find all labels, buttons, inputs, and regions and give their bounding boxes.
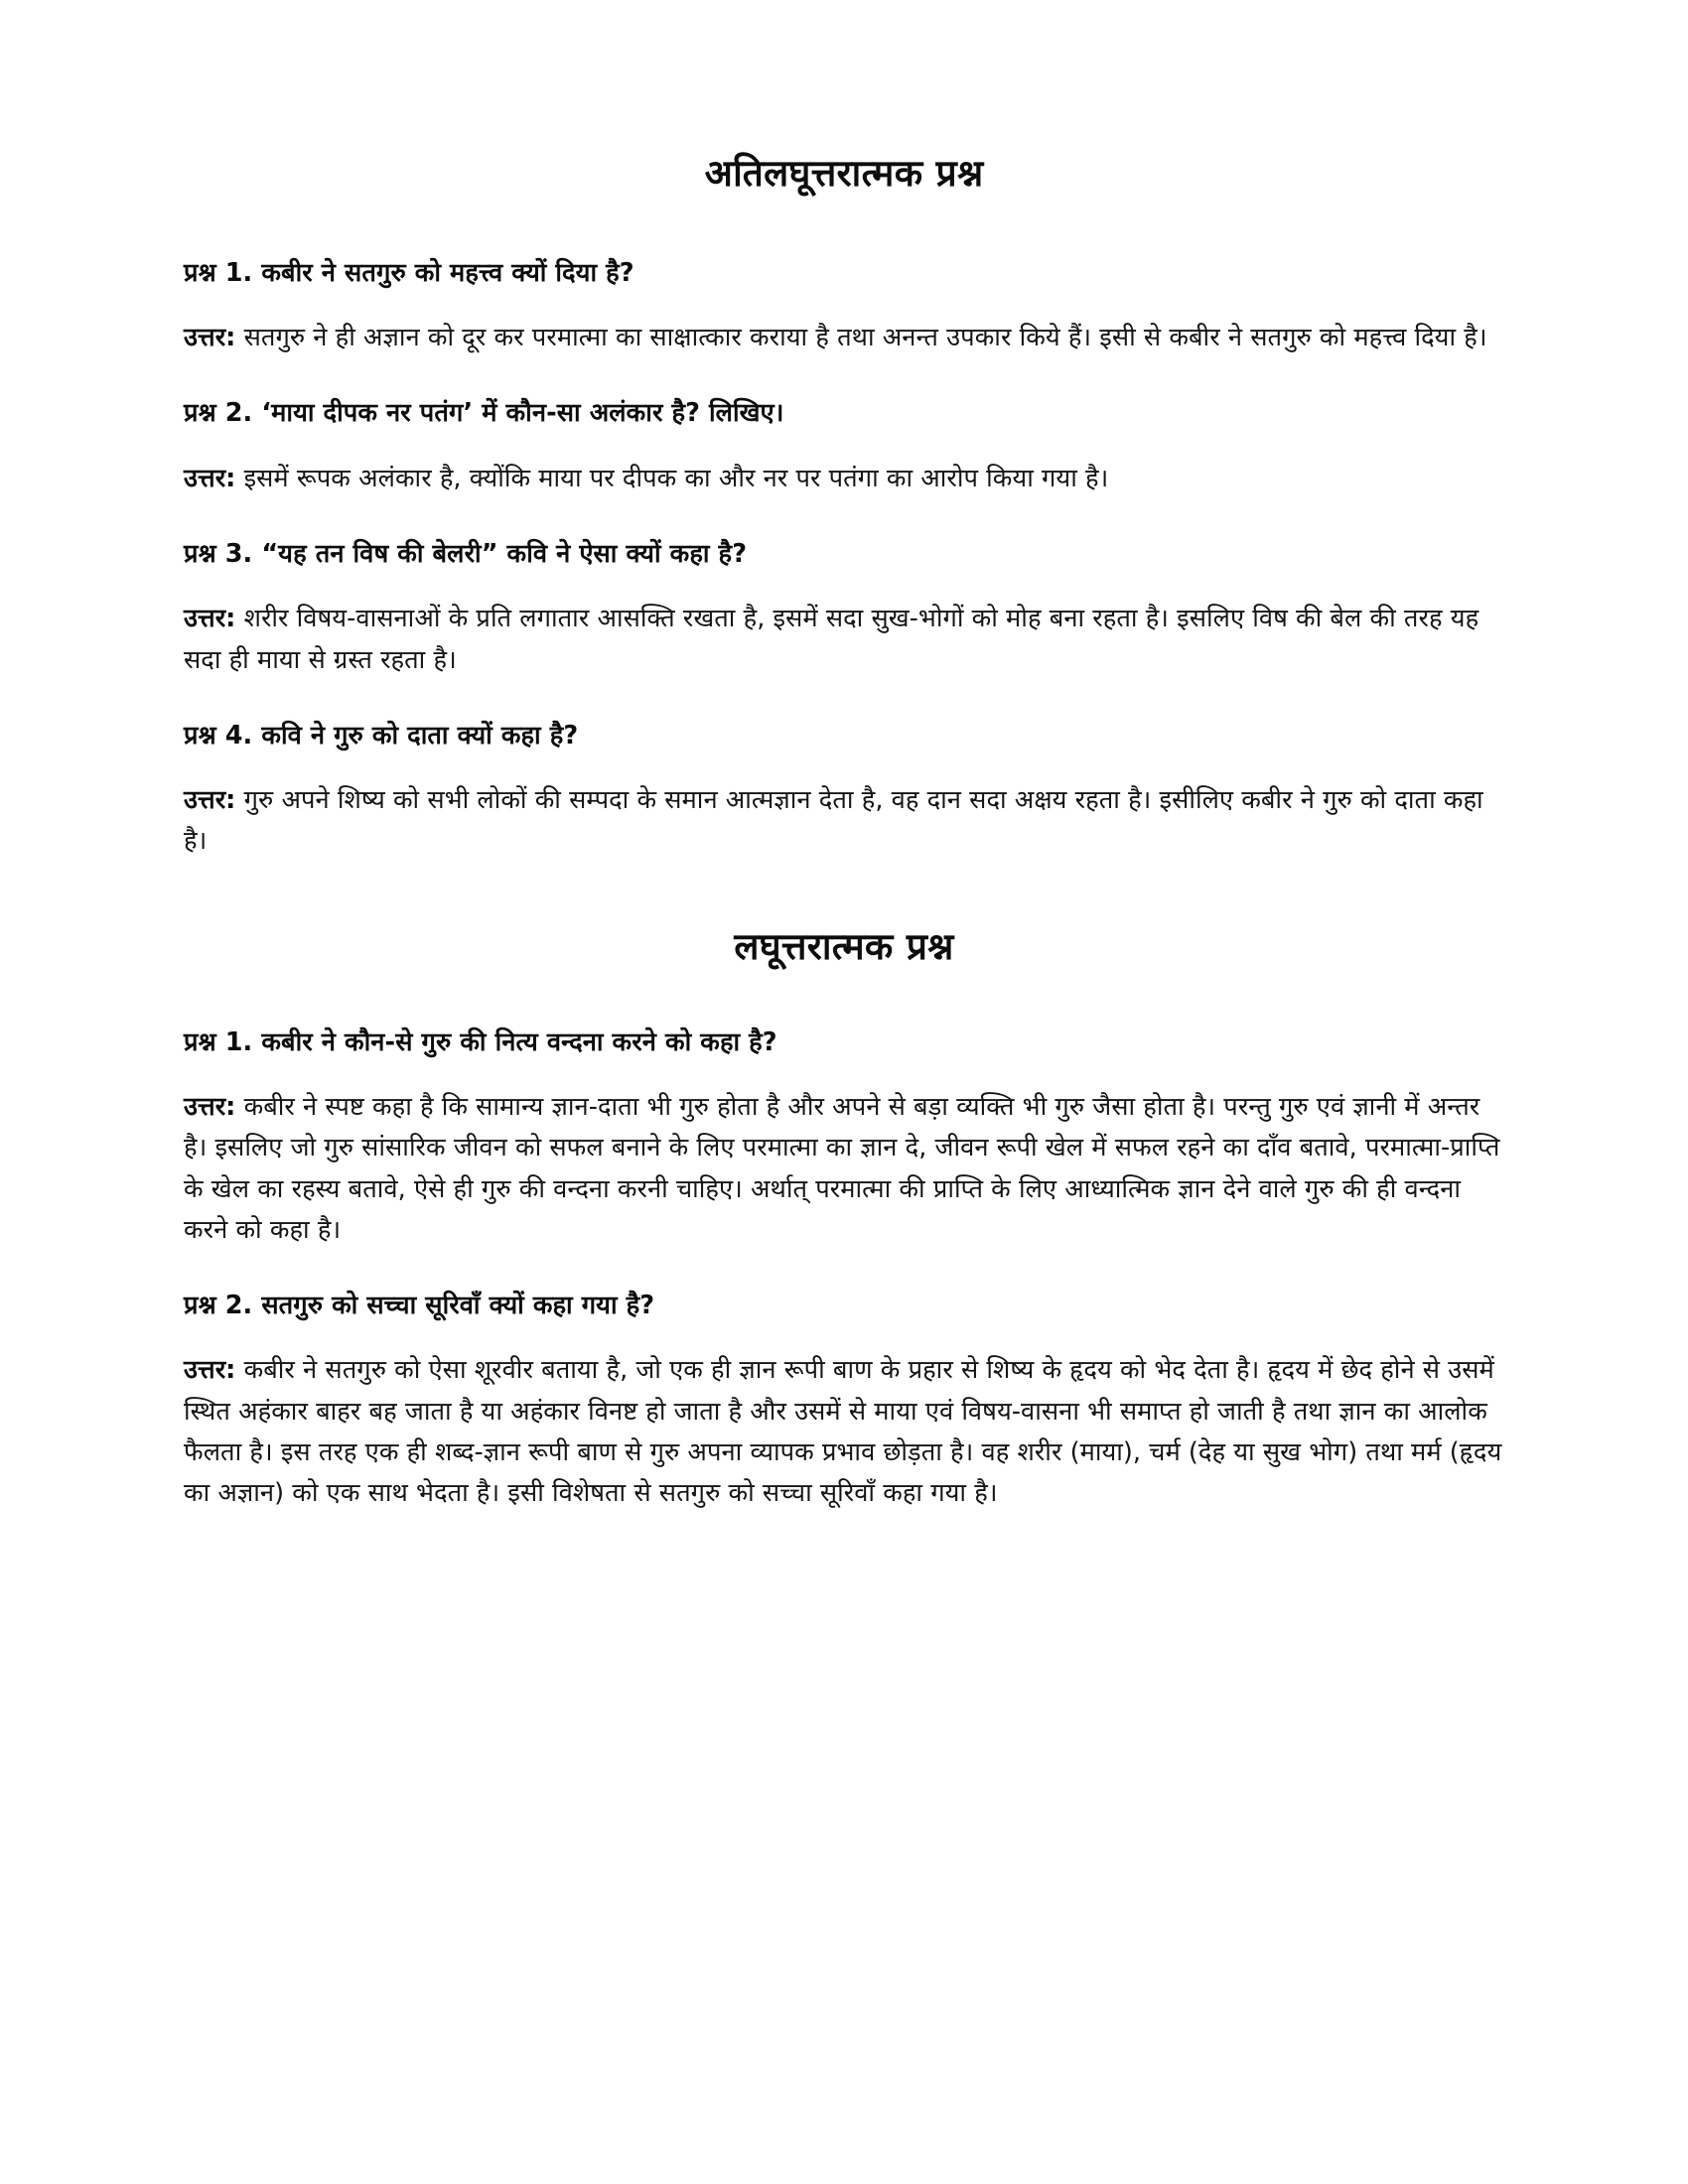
qa-block [184,1024,1504,1251]
answer-text [184,459,1504,499]
answer-label: उत्तर: [184,785,236,816]
answer-text [184,780,1504,863]
answer-label: उत्तर: [184,323,236,353]
answer-label: उत्तर: [184,1091,236,1122]
answer-text [184,1350,1504,1514]
question-text: प्रश्न 1. कबीर ने कौन-से गुरु की नित्य वन्दना करने को कहा है? [184,1026,777,1057]
answer-body: गुरु अपने शिष्य को सभी लोकों की सम्पदा के समान आत्मज्ञान देता है, वह दान सदा अक्षय रहता है। इसीलिए कबीर ने गुरु को दाता कहा है। [184,785,1483,857]
answer-text [184,318,1504,358]
answer-body: कबीर ने स्पष्ट कहा है कि सामान्य ज्ञान-दाता भी गुरु होता है और अपने से बड़ा व्यक्ति भी गुरु जैसा होता है। परन्तु गुरु एवं ज्ञानी में अन्तर है। इसलिए जो गुरु सांसारिक जीवन को सफल बनाने के लिए परमात्मा का ज्ञान दे, जीवन रूपी खेल में सफल रहने का दाँव बतावे, परमात्मा-प्राप्ति के खेल का रहस्य बतावे, ऐसे ही गुरु की वन्दना करनी चाहिए। अर्थात् परमात्मा की प्राप्ति के लिए आध्यात्मिक ज्ञान देने वाले गुरु की ही वन्दना करने को कहा है। [184,1091,1500,1245]
question-text: प्रश्न 3. “यह तन विष की बेलरी” कवि ने ऐसा क्यों कहा है? [184,539,748,570]
section-heading-ati-laghu: अतिलघूत्तरात्मक प्रश्न [704,152,984,195]
question-text: प्रश्न 2. सतगुरु को सच्चा सूरिवाँ क्यों कहा गया है? [184,1291,655,1321]
answer-body: इसमें रूपक अलंकार है, क्योंकि माया पर दीपक का और नर पर पतंगा का आरोप किया गया है। [235,463,1109,493]
answer-body: शरीर विषय-वासनाओं के प्रति लगातार आसक्ति रखता है, इसमें सदा सुख-भोगों को मोह बना रहता है। इसलिए विष की बेल की तरह यह सदा ही माया से ग्रस्त रहता है। [184,604,1479,675]
answer-label: उत्तर: [184,604,236,634]
answer-body: कबीर ने सतगुरु को ऐसा शूरवीर बताया है, जो एक ही ज्ञान रूपी बाण के प्रहार से शिष्य के हृदय को भेद देता है। हृदय में छेद होने से उसमें स्थित अहंकार बाहर बह जाता है या अहंकार विनष्ट हो जाता है और उसमें से माया एवं विषय-वासना भी समाप्त हो जाती है तथा ज्ञान का आलोक फैलता है। इस तरह एक ही शब्द-ज्ञान रूपी बाण से गुरु अपना व्यापक प्रभाव छोड़ता है। वह शरीर (माया), चर्म (देह या सुख भोग) तथा मर्म (हृदय का अज्ञान) को एक साथ भेदता है। इसी विशेषता से सतगुरु को सच्चा सूरिवाँ कहा गया है। [184,1355,1502,1509]
answer-text [184,1087,1504,1251]
answer-label: उत्तर: [184,463,236,493]
answer-body: सतगुरु ने ही अज्ञान को दूर कर परमात्मा का साक्षात्कार कराया है तथा अनन्त उपकार किये हैं। इसी से कबीर ने सतगुरु को महत्त्व दिया है। [235,323,1487,353]
answer-text [184,599,1504,681]
qa-block [184,535,1504,681]
question-text: प्रश्न 2. ‘माया दीपक नर पतंग’ में कौन-सा अलंकार है? लिखिए। [184,398,784,429]
qa-block [184,1287,1504,1514]
qa-block [184,717,1504,863]
question-text: प्रश्न 1. कबीर ने सतगुरु को महत्त्व क्यों दिया है? [184,257,634,288]
answer-label: उत्तर: [184,1355,236,1386]
qa-block [184,254,1504,359]
section-heading-laghu: लघूत्तरात्मक प्रश्न [734,924,954,968]
qa-block [184,394,1504,499]
question-text: प्रश्न 4. कवि ने गुरु को दाता क्यों कहा है? [184,720,579,751]
